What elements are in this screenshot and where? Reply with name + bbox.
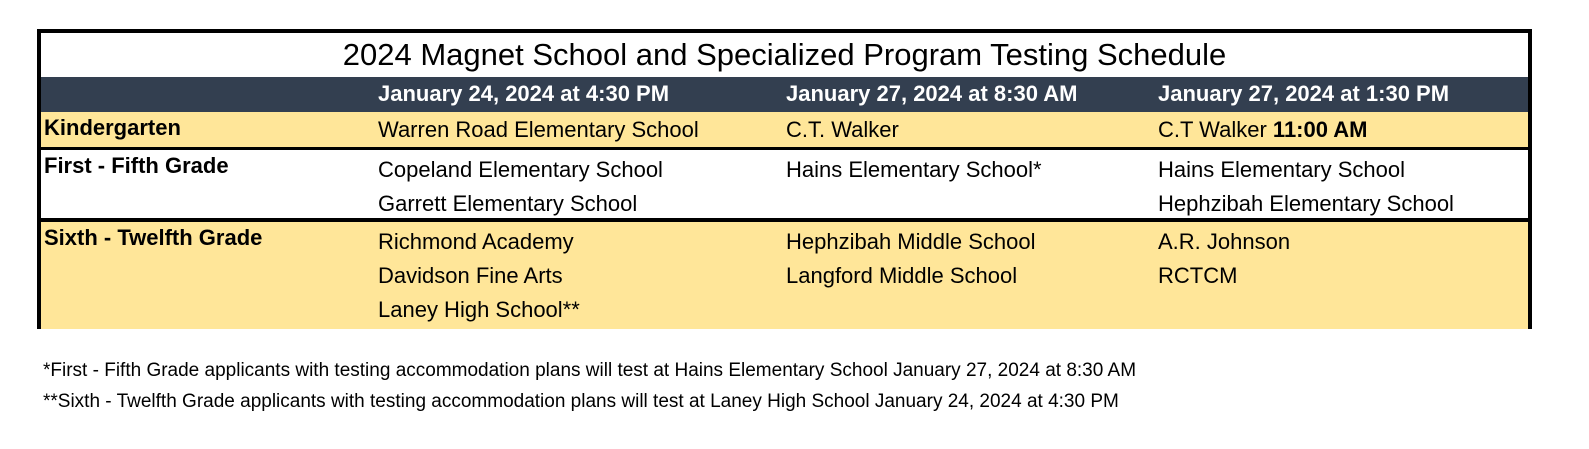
- column-header-jan27-830am: January 27, 2024 at 8:30 AM: [786, 81, 1078, 106]
- cell-jan24: [378, 153, 663, 221]
- school-name: Hephzibah Elementary School: [1158, 191, 1454, 216]
- school-name: C.T. Walker: [786, 117, 899, 142]
- cell-jan27-am: [786, 113, 899, 147]
- grade-label: Sixth - Twelfth Grade: [44, 225, 263, 250]
- school-name: Garrett Elementary School: [378, 191, 638, 216]
- grade-label: Kindergarten: [44, 115, 181, 140]
- grade-label: First - Fifth Grade: [44, 153, 229, 178]
- row-kindergarten: [41, 112, 1528, 150]
- time-note: 11:00 AM: [1272, 117, 1368, 142]
- cell-jan27-pm: [1158, 225, 1290, 293]
- cell-jan27-am: [786, 153, 1042, 187]
- school-name: A.R. Johnson: [1158, 229, 1291, 254]
- footnotes: [43, 355, 1136, 417]
- table-title: 2024 Magnet School and Specialized Program Testing Schedule: [342, 37, 1227, 72]
- school-name: Richmond Academy: [378, 229, 574, 254]
- school-name: RCTCM: [1158, 263, 1238, 288]
- cell-jan24: [378, 113, 699, 147]
- school-name: Davidson Fine Arts: [378, 263, 563, 288]
- cell-jan27-pm: [1158, 113, 1368, 147]
- cell-jan24: [378, 225, 580, 327]
- footnote-accommodation-elementary: *First - Fifth Grade applicants with testing accommodation plans will test at Hains Elementary School January 27, 2024 at 8:30 AM: [43, 360, 1137, 381]
- row-sixth-twelfth-grade: [41, 222, 1528, 329]
- schedule-table: [37, 29, 1532, 329]
- footnote-accommodation-secondary: **Sixth - Twelfth Grade applicants with testing accommodation plans will test at Laney High School January 24, 2024 at 4:30 PM: [43, 391, 1119, 412]
- column-header-jan24-430pm: January 24, 2024 at 4:30 PM: [378, 81, 670, 106]
- school-name: Hains Elementary School: [1158, 157, 1406, 182]
- school-name: Laney High School**: [378, 297, 580, 322]
- school-name: Hephzibah Middle School: [786, 229, 1036, 254]
- column-header-jan27-130pm: January 27, 2024 at 1:30 PM: [1158, 81, 1450, 106]
- school-name: Copeland Elementary School: [378, 157, 663, 182]
- school-name: Langford Middle School: [786, 263, 1018, 288]
- header-row: [41, 77, 1528, 112]
- school-with-time: [1158, 113, 1368, 147]
- cell-jan27-am: [786, 225, 1036, 293]
- row-first-fifth-grade: [41, 150, 1528, 222]
- cell-jan27-pm: [1158, 153, 1454, 221]
- school-name: Warren Road Elementary School: [378, 117, 699, 142]
- school-name: Hains Elementary School*: [786, 157, 1042, 182]
- school-name: C.T Walker: [1158, 117, 1267, 142]
